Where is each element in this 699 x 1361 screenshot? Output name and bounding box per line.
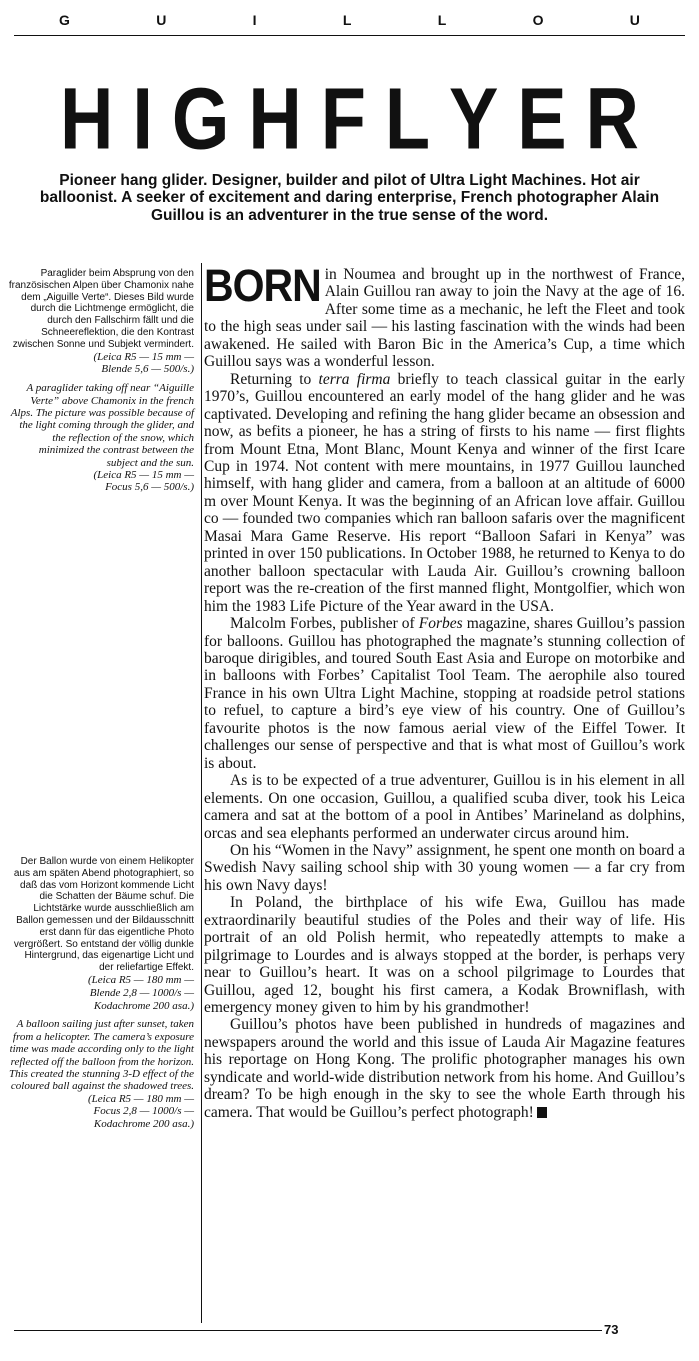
caption-tech-line: Focus 2,8 — 1000/s —	[93, 1105, 194, 1118]
caption-tech-line: Focus 5,6 — 500/s.)	[105, 481, 194, 494]
kicker-letter: O	[532, 12, 544, 28]
article-paragraph	[204, 1016, 685, 1121]
headline-letter: H	[248, 69, 302, 167]
caption-german	[8, 268, 194, 376]
paragraph-text: in Noumea and brought up in the northwest of France, Alain Guillou ran away to join the Navy at the age of 16. After some time as a mechanic, he left the Fleet and took to the high seas under sail — his lasting fascination with the winds had been awakened. He sailed with Baron Bic in the America’s Cup, a time which Guillou says was a wonderful lesson.	[204, 266, 685, 371]
drop-cap: BORN	[204, 260, 321, 311]
caption-tech-line: Blende 2,8 — 1000/s —	[89, 986, 194, 999]
caption-german	[8, 856, 194, 1012]
paragraph-text: Returning to	[230, 370, 319, 388]
article-body	[204, 260, 685, 1121]
kicker-letter: U	[156, 12, 167, 28]
headline-letter: E	[517, 69, 567, 167]
top-rule	[14, 35, 685, 36]
caption-text: A paraglider taking off near “Aiguille Verte” above Chamonix in the french Alps. The picture was possible because of the light coming through the glider, and the reflection of the snow, which minimized the contrast between the subject and the sun.	[10, 382, 194, 469]
caption-tech-line: Kodachrome 200 asa.)	[93, 1117, 194, 1130]
paragraph-text: briefly to teach classical guitar in the early 1970’s, Guillou encountered an early model of the hang glider and he was captivated. Developing and refining the hang glider became an obsession and now, as befits a pioneer, he has a string of firsts to his name — first flights from Mount Etna, Mont Blanc, Mount Kenya and winner of the first Icare Cup in 1974. Not content with mere mountains, in 1977 Guillou launched himself, with hang glider and camera, from a balloon at an altitude of 6000 m over Mount Kenya. It was the beginning of an African love affair. Guillou co — founded two companies which ran balloon safaris over the magnificent Masai Mara Game Reserve. His report “Balloon Safari in Kenya” was printed in over 150 publications. In October 1988, he returned to Kenya to do another balloon spectacular with Lauda Air. Guillou’s crowning balloon report was the re-creation of the first manned flight, Montgolfier, which won him the 1983 Life Picture of the Year award in the USA.	[204, 370, 685, 615]
article-paragraph	[204, 260, 685, 371]
caption-group-balloon	[8, 856, 194, 1136]
headline	[60, 59, 639, 177]
article-paragraph: In Poland, the birthplace of his wife Ewa, Guillou has made extraordinarily beautiful studies of the Poles and their way of life. His portrait of an old Polish hermit, who repeatedly attempts to make a pilgrimage to Lourdes and is always stopped at the border, is perhaps very near to Guillou’s heart. It was on a school pilgrimage to Lourdes that Guillou, aged 12, bought his first camera, a Kodak Browniflash, with emergency money given to him by his grandmother!	[204, 894, 685, 1017]
headline-letter: H	[60, 69, 114, 167]
paragraph-text: Malcolm Forbes, publisher of	[230, 615, 419, 633]
caption-english	[8, 1018, 194, 1130]
kicker-letter: U	[629, 12, 640, 28]
caption-text: A balloon sailing just after sunset, taken from a helicopter. The camera’s exposure time was made according only to the light reflected off the balloon from the horizon. This created the stunning 3-D effect of the coloured ball against the shadowed trees.	[8, 1018, 194, 1093]
headline-letter: L	[384, 69, 431, 167]
kicker-letter: L	[437, 12, 447, 28]
caption-tech-line: (Leica R5 — 180 mm —	[87, 1092, 194, 1105]
article-paragraph	[204, 615, 685, 772]
caption-tech-line: Blende 5,6 — 500/s.)	[101, 363, 194, 376]
emphasis-text: terra firma	[318, 370, 391, 388]
headline-letter: R	[585, 69, 639, 167]
caption-text: Paraglider beim Absprung von den französischen Alpen über Chamonix nahe dem „Aiguille Verte“. Dieses Bild wurde durch die Lichtmenge ermöglicht, die durch den Fallschirm fällt und die Schneereflektion, die den Kontrast zwischen Sonne und Subjekt vermindert.	[8, 268, 194, 350]
kicker-letter: I	[252, 12, 257, 28]
caption-tech-line: (Leica R5 — 15 mm —	[93, 350, 194, 363]
column-divider	[201, 263, 202, 1323]
kicker-letter: L	[342, 12, 352, 28]
paragraph-text: Guillou’s photos have been published in hundreds of magazines and newspapers around the world and this issue of Lauda Air Magazine features his reportage on Hong Kong. The prolific photographer manages his own syndicate and world-wide distribution network from his home. And Guillou’s dream? To be high enough in the sky to see the whole Earth through his camera. That would be Guillou’s perfect photograph!	[204, 1016, 685, 1121]
deck-standfirst: Pioneer hang glider. Designer, builder and pilot of Ultra Light Machines. Hot air balloonist. A seeker of excitement and daring enterprise, French photographer Alain Guillou is an adventurer in the true sense of the word.	[39, 172, 660, 224]
caption-column	[8, 268, 194, 1328]
bottom-rule	[14, 1330, 602, 1331]
caption-tech-line: (Leica R5 — 15 mm —	[93, 469, 194, 482]
kicker-letter: G	[59, 12, 70, 28]
section-kicker	[14, 8, 685, 32]
emphasis-text: Forbes	[418, 615, 463, 633]
headline-letter: F	[320, 69, 366, 167]
caption-group-paraglider	[8, 268, 194, 494]
end-of-article-mark	[537, 1107, 547, 1118]
article-paragraph: As is to be expected of a true adventurer, Guillou is in his element in all elements. On one occasion, Guillou, a qualified scuba diver, took his Leica camera and sat at the bottom of a pool in Antibes’ Marineland as dolphins, orcas and sea elephants performed an underwater circus around him.	[204, 772, 685, 842]
article-paragraph	[204, 371, 685, 615]
page-number: 73	[604, 1322, 619, 1337]
article-paragraph: On his “Women in the Navy” assignment, he spent one month on board a Swedish Navy sailing school ship with 30 young women — a far cry from his own Navy days!	[204, 841, 685, 894]
caption-tech-line: Kodachrome 200 asa.)	[93, 999, 194, 1012]
caption-text: Der Ballon wurde von einem Helikopter aus am späten Abend photographiert, so daß das vom Horizont kommende Licht die Schatten der Bäume schuf. Die Lichtstärke wurde ausschließlich am Ballon gemessen und der Bildausschnitt erst dann für das eigentliche Photo vergrößert. So entstand der völlig dunkle Hintergrund, das eigenartige Licht und der reliefartige Effekt.	[13, 856, 194, 974]
headline-letter: I	[132, 69, 153, 167]
caption-tech-line: (Leica R5 — 180 mm —	[87, 973, 194, 986]
headline-letter: Y	[448, 69, 499, 167]
caption-english	[8, 382, 194, 494]
headline-letter: G	[171, 69, 230, 167]
paragraph-text: magazine, shares Guillou’s passion for balloons. Guillou has photographed the magnate’s stunning collection of baroque dirigibles, and toured South East Asia and Europe on motorbike and in balloons with Forbes’ Capitalist Tool Team. The aerophile also toured France in his own Ultra Light Machine, stopping at roadside petrol stations to refuel, to capture a bird’s eye view of his country. One of Guillou’s favourite photos is the now famous aerial view of the Eiffel Tower. It challenges our sense of perspective and that is what most of Guillou’s work is about.	[204, 615, 685, 772]
